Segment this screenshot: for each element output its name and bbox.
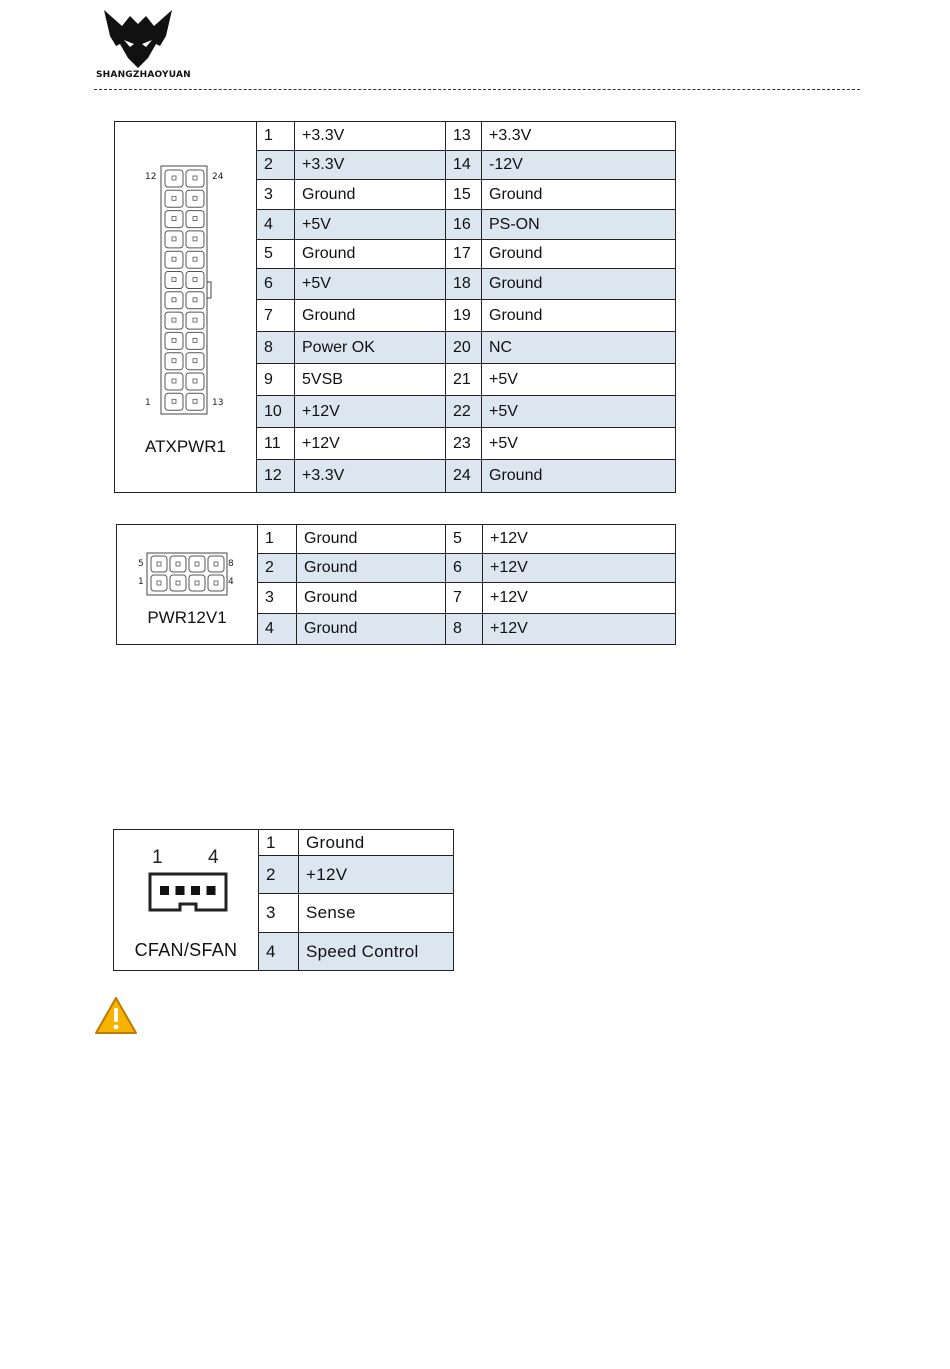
pin-signal: Ground [295,180,446,210]
pin-number: 11 [257,428,295,460]
pin-number: 3 [257,180,295,210]
diagram-pin-number: 13 [212,398,224,408]
diagram-pin-number: 8 [228,559,234,569]
pin-signal: Ground [482,180,676,210]
pin-number: 2 [257,151,295,180]
pin-number: 20 [446,332,482,364]
pin-number: 2 [259,856,299,894]
pin-number: 6 [257,269,295,300]
pin-number: 1 [258,525,297,554]
diagram-pin-number: 12 [145,172,157,182]
pin-number: 24 [446,460,482,493]
pin-signal: Ground [482,240,676,269]
pin-signal: +3.3V [482,122,676,151]
fan-pin-table [113,829,454,971]
warning-triangle-icon [94,996,138,1036]
table-row [115,122,676,151]
pin-signal: +3.3V [295,460,446,493]
pin-number: 5 [257,240,295,269]
pin-signal: +3.3V [295,151,446,180]
diagram-pin-number: 1 [138,577,144,587]
atx-connector-diagram [115,122,257,493]
fan-connector-diagram [114,830,259,971]
table-row [114,830,454,856]
diagram-pin-number: 5 [138,559,144,569]
pin-signal: 5VSB [295,364,446,396]
pin-number: 8 [257,332,295,364]
pin-number: 23 [446,428,482,460]
pwr12v-pin-table [116,524,676,645]
brand-name: SHANGZHAOYUAN [96,70,191,80]
pin-number: 14 [446,151,482,180]
pin-signal: Ground [299,830,454,856]
pin-signal: Ground [295,240,446,269]
header-divider [94,89,860,90]
pin-number: 4 [258,614,297,645]
pin-number: 9 [257,364,295,396]
pin-number: 10 [257,396,295,428]
pin-signal: Sense [299,894,454,933]
pin-signal: Ground [297,554,446,583]
pin-signal: NC [482,332,676,364]
diagram-pin-number: 24 [212,172,224,182]
pwr12v-connector-diagram [117,525,258,645]
pin-signal: Ground [297,525,446,554]
pin-signal: Speed Control [299,933,454,971]
diagram-pin-number: 1 [145,398,151,408]
pin-number: 13 [446,122,482,151]
pin-signal: +12V [299,856,454,894]
pin-number: 18 [446,269,482,300]
pin-number: 12 [257,460,295,493]
pin-signal: +12V [295,428,446,460]
pin-signal: -12V [482,151,676,180]
pin-signal: +12V [483,583,676,614]
diagram-pin-number: 4 [228,577,234,587]
pin-number: 1 [257,122,295,151]
pin-number: 19 [446,300,482,332]
pin-signal: +5V [482,364,676,396]
pin-signal: +12V [295,396,446,428]
pin-signal: PS-ON [482,210,676,240]
pin-number: 22 [446,396,482,428]
pin-number: 17 [446,240,482,269]
atx-pin-table [114,121,676,493]
diagram-pin-number: 1 [152,847,163,868]
pin-signal: Ground [295,300,446,332]
atx-24pin-connector-icon [115,122,257,480]
pin-signal: Ground [482,300,676,332]
pin-number: 3 [259,894,299,933]
pin-signal: Ground [297,614,446,645]
pin-signal: +5V [295,269,446,300]
pin-signal: +5V [295,210,446,240]
pin-signal: +5V [482,428,676,460]
pin-number: 21 [446,364,482,396]
pin-number: 8 [446,614,483,645]
connector-label: CFAN/SFAN [134,940,238,960]
pin-signal: +12V [483,525,676,554]
pin-number: 1 [259,830,299,856]
pin-number: 7 [257,300,295,332]
connector-label: ATXPWR1 [145,437,226,456]
pin-signal: Power OK [295,332,446,364]
pin-number: 5 [446,525,483,554]
pin-number: 6 [446,554,483,583]
connector-label: PWR12V1 [147,608,227,627]
pin-signal: Ground [297,583,446,614]
pin-signal: Ground [482,460,676,493]
pin-signal: +3.3V [295,122,446,151]
table-row [117,525,676,554]
wolf-head-logo-icon [100,6,176,70]
pin-signal: +12V [483,614,676,645]
diagram-pin-number: 4 [208,847,219,868]
pin-number: 7 [446,583,483,614]
pin-number: 3 [258,583,297,614]
pin-number: 4 [259,933,299,971]
pin-number: 4 [257,210,295,240]
pin-signal: +12V [483,554,676,583]
pin-number: 16 [446,210,482,240]
pin-signal: +5V [482,396,676,428]
pin-number: 15 [446,180,482,210]
pin-signal: Ground [482,269,676,300]
pin-number: 2 [258,554,297,583]
